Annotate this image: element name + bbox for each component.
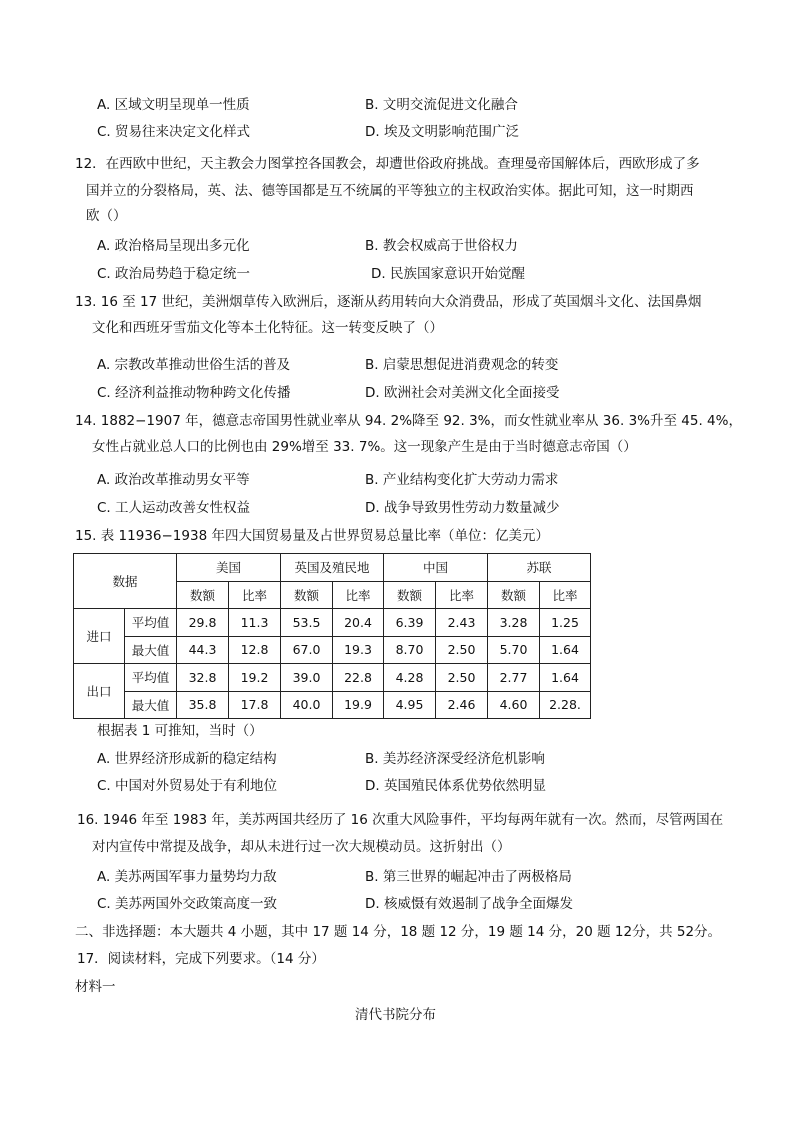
q12-stem-line1: 12．在西欧中世纪，天主教会力图掌控各国教会，却遭世俗政府挑战。查理曼帝国解体后，西欧形成了多 [75,156,700,172]
q13-option-c: C. 经济利益推动物种跨文化传播 [97,385,291,401]
table-cell: 4.60 [488,691,540,719]
table-cell: 22.8 [333,664,384,692]
sub-header: 数额 [177,581,229,609]
table-cell: 53.5 [281,609,333,637]
table-cell: 19.2 [229,664,281,692]
group-label: 出口 [74,664,125,719]
sub-header: 比率 [333,581,384,609]
table-cell: 6.39 [384,609,436,637]
table-cell: 2.77 [488,664,540,692]
table-cell: 8.70 [384,636,436,664]
table-cell: 29.8 [177,609,229,637]
q16-option-b: B. 第三世界的崛起冲击了两极格局 [365,869,572,885]
table-row [74,691,591,719]
row-label: 最大值 [125,636,177,664]
row-label: 最大值 [125,691,177,719]
table-cell: 11.3 [229,609,281,637]
table-cell: 35.8 [177,691,229,719]
sub-header: 数额 [488,581,540,609]
sub-header: 比率 [540,581,591,609]
q12-stem-line3: 欧（） [86,208,127,224]
country-header: 英国及殖民地 [281,554,384,582]
q15-option-b: B. 美苏经济深受经济危机影响 [365,751,545,767]
table-row [74,636,591,664]
q16-option-d: D. 核威慑有效遏制了战争全面爆发 [365,896,573,912]
sub-header: 数额 [281,581,333,609]
table-cell: 5.70 [488,636,540,664]
table-cell: 19.3 [333,636,384,664]
q17-title: 17．阅读材料，完成下列要求。（14 分） [77,951,325,967]
sub-header: 比率 [436,581,488,609]
table-cell: 12.8 [229,636,281,664]
section2-heading: 二、非选择题：本大题共 4 小题，其中 17 题 14 分，18 题 12 分，19 题 14 分，20 题 12分，共 52分。 [75,924,722,940]
group-label: 进口 [74,609,125,664]
row-label: 平均值 [125,664,177,692]
table-cell: 2.43 [436,609,488,637]
table-row [74,609,591,637]
q17-map-title: 清代书院分布 [355,1007,436,1023]
q14-stem-line2: 女性占就业总人口的比例也由 29%增至 33. 7%。这一现象产生是由于当时德意志帝国（） [92,439,637,455]
q12-stem-line2: 国并立的分裂格局，英、法、德等国都是互不统属的平等独立的主权政治实体。据此可知，这一时期西 [86,183,694,199]
country-header: 苏联 [488,554,591,582]
table-corner-header: 数据 [74,554,177,609]
q12-option-b: B. 教会权威高于世俗权力 [365,238,518,254]
q12-option-a: A. 政治格局呈现出多元化 [97,238,250,254]
row-label: 平均值 [125,609,177,637]
q15-stem: 根据表 1 可推知，当时（） [97,723,263,739]
sub-header: 比率 [229,581,281,609]
table-cell: 4.28 [384,664,436,692]
q14-option-b: B. 产业结构变化扩大劳动力需求 [365,472,559,488]
q11-option-b: B. 文明交流促进文化融合 [365,97,518,113]
q11-option-d: D. 埃及文明影响范围广泛 [365,124,519,140]
table-cell: 44.3 [177,636,229,664]
q13-option-d: D. 欧洲社会对美洲文化全面接受 [365,385,560,401]
table-cell: 39.0 [281,664,333,692]
q13-stem-line2: 文化和西班牙雪茄文化等本土化特征。这一转变反映了（） [92,320,443,336]
country-header: 美国 [177,554,281,582]
q15-table-caption: 15. 表 11936−1938 年四大国贸易量及占世界贸易总量比率（单位：亿美元） [75,528,549,544]
q13-stem-line1: 13. 16 至 17 世纪，美洲烟草传入欧洲后，逐渐从药用转向大众消费品，形成了英国烟斗文化、法国鼻烟 [75,294,702,310]
table-cell: 1.64 [540,664,591,692]
q16-stem-line1: 16. 1946 年至 1983 年，美苏两国共经历了 16 次重大风险事件，平均每两年就有一次。然而，尽管两国在 [77,812,724,828]
table-cell: 19.9 [333,691,384,719]
trade-table [73,553,591,719]
table-cell: 1.64 [540,636,591,664]
q14-option-c: C. 工人运动改善女性权益 [97,500,251,516]
q12-option-c: C. 政治局势趋于稳定统一 [97,266,251,282]
table-cell: 2.28. [540,691,591,719]
q17-material-label: 材料一 [75,979,116,995]
table-cell: 17.8 [229,691,281,719]
table-cell: 2.46 [436,691,488,719]
q13-option-b: B. 启蒙思想促进消费观念的转变 [365,357,559,373]
q16-stem-line2: 对内宣传中常提及战争，却从未进行过一次大规模动员。这折射出（） [92,839,511,855]
table-cell: 1.25 [540,609,591,637]
country-header: 中国 [384,554,488,582]
table-cell: 4.95 [384,691,436,719]
q16-option-a: A. 美苏两国军事力量势均力敌 [97,869,277,885]
table-cell: 40.0 [281,691,333,719]
table-cell: 32.8 [177,664,229,692]
q13-option-a: A. 宗教改革推动世俗生活的普及 [97,357,291,373]
table-cell: 67.0 [281,636,333,664]
q14-stem-line1: 14. 1882−1907 年，德意志帝国男性就业率从 94. 2%降至 92. 3%，而女性就业率从 36. 3%升至 45. 4%， [75,413,742,429]
q11-option-c: C. 贸易往来决定文化样式 [97,124,251,140]
q15-option-d: D. 英国殖民体系优势依然明显 [365,778,546,794]
q16-option-c: C. 美苏两国外交政策高度一致 [97,896,278,912]
q12-option-d: D. 民族国家意识开始觉醒 [371,266,525,282]
q15-option-a: A. 世界经济形成新的稳定结构 [97,751,277,767]
q11-option-a: A. 区域文明呈现单一性质 [97,97,250,113]
q14-option-a: A. 政治改革推动男女平等 [97,472,250,488]
table-cell: 20.4 [333,609,384,637]
q14-option-d: D. 战争导致男性劳动力数量减少 [365,500,560,516]
sub-header: 数额 [384,581,436,609]
table-cell: 2.50 [436,636,488,664]
table-row [74,664,591,692]
q15-option-c: C. 中国对外贸易处于有利地位 [97,778,278,794]
table-cell: 2.50 [436,664,488,692]
table-cell: 3.28 [488,609,540,637]
